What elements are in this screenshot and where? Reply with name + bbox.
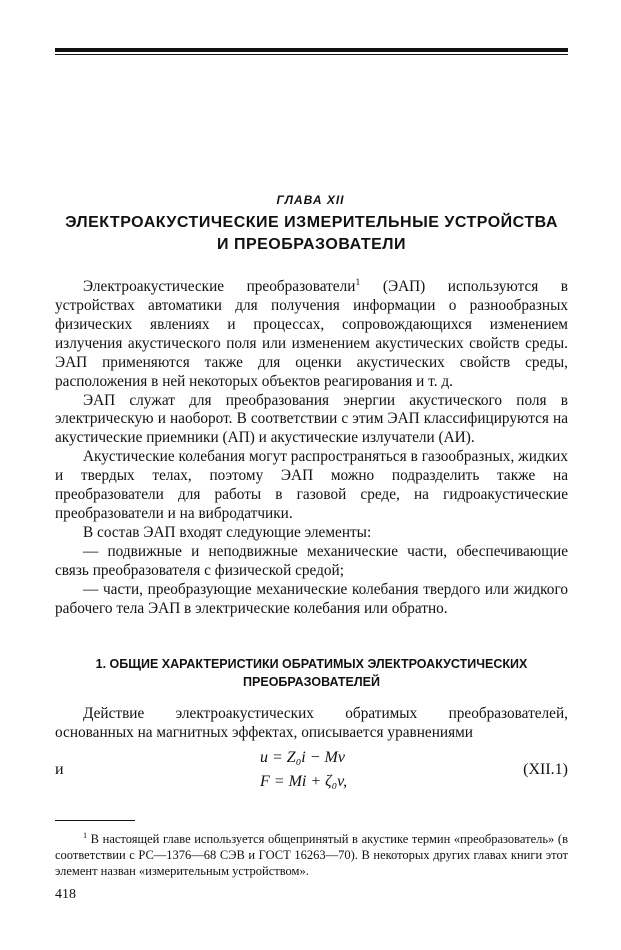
chapter-title-line1: ЭЛЕКТРОАКУСТИЧЕСКИЕ ИЗМЕРИТЕЛЬНЫЕ УСТРОЙСТВА — [65, 214, 558, 231]
paragraph-2: ЭАП служат для преобразования энергии акустического поля в электрическую и наоборот. В соответствии с этим ЭАП классифицируются на акустические приемники (АП) и акустические излучатели (АИ). — [55, 391, 568, 447]
intro-text — [55, 274, 568, 618]
paragraph-1 — [55, 274, 568, 392]
paragraph-1-start: Электроакустические преобразователи — [83, 278, 356, 296]
chapter-title — [55, 212, 568, 256]
footnote-rule — [55, 820, 135, 821]
page-number: 418 — [55, 887, 76, 902]
equation-block — [55, 749, 568, 799]
section-title-line2: ПРЕОБРАЗОВАТЕЛЕЙ — [243, 675, 380, 689]
equation-1: u = Z₀i − Mv — [260, 749, 345, 766]
chapter-label: ГЛАВА XII — [276, 193, 345, 207]
equation-number: (XII.1) — [523, 761, 568, 778]
paragraph-3: Акустические колебания могут распространяться в газообразных, жидких и твердых телах, поэтому ЭАП можно подразделить также на преобразователи для работы в газовой среде, на гидроакустические преобразователи и на вибродатчики. — [55, 448, 568, 522]
paragraph-6: — части, преобразующие механические колебания твердого или жидкого рабочего тела ЭАП в электрические колебания или обратно. — [55, 580, 568, 617]
chapter-title-line2: И ПРЕОБРАЗОВАТЕЛИ — [217, 236, 406, 253]
paragraph-4: В состав ЭАП входят следующие элементы: — [83, 523, 372, 541]
section-text — [55, 705, 568, 743]
section-title-line1: 1. ОБЩИЕ ХАРАКТЕРИСТИКИ ОБРАТИМЫХ ЭЛЕКТРОАКУСТИЧЕСКИХ — [95, 657, 528, 671]
paragraph-5: — подвижные и неподвижные механические части, обеспечивающие связь преобразователя с физической средой; — [55, 542, 568, 579]
equation-conjunction: и — [55, 761, 64, 778]
header-rule-thick — [55, 48, 568, 52]
footnote-ref: 1 — [355, 277, 361, 288]
footnote-mark: 1 — [83, 831, 88, 840]
footnote — [55, 828, 568, 879]
paragraph-1-rest: (ЭАП) используются в устройствах автоматики для получения информации о разнообразных физических явлениях и процессах, сопровождающихся изменением излучения акустического поля или изменением акустических свойств среды. ЭАП применяются также для оценки акустических свойств среды, расположения в ней некоторых объектов реагирования и т. д. — [55, 278, 568, 390]
paragraph-7: Действие электроакустических обратимых преобразователей, основанных на магнитных эффектах, описывается уравнениями — [55, 705, 568, 741]
equation-2: F = Mi + ζ₀v, — [260, 773, 348, 790]
section-title — [55, 655, 568, 691]
footnote-paragraph — [55, 828, 568, 879]
header-rule-thin — [55, 54, 568, 55]
footnote-text: В настоящей главе используется общепринятый в акустике термин «преобразователь» (в соответствии с РС—1376—68 СЭВ и ГОСТ 16263—70). В некоторых других главах книги этот элемент назван «измерительным устройством». — [55, 832, 568, 879]
